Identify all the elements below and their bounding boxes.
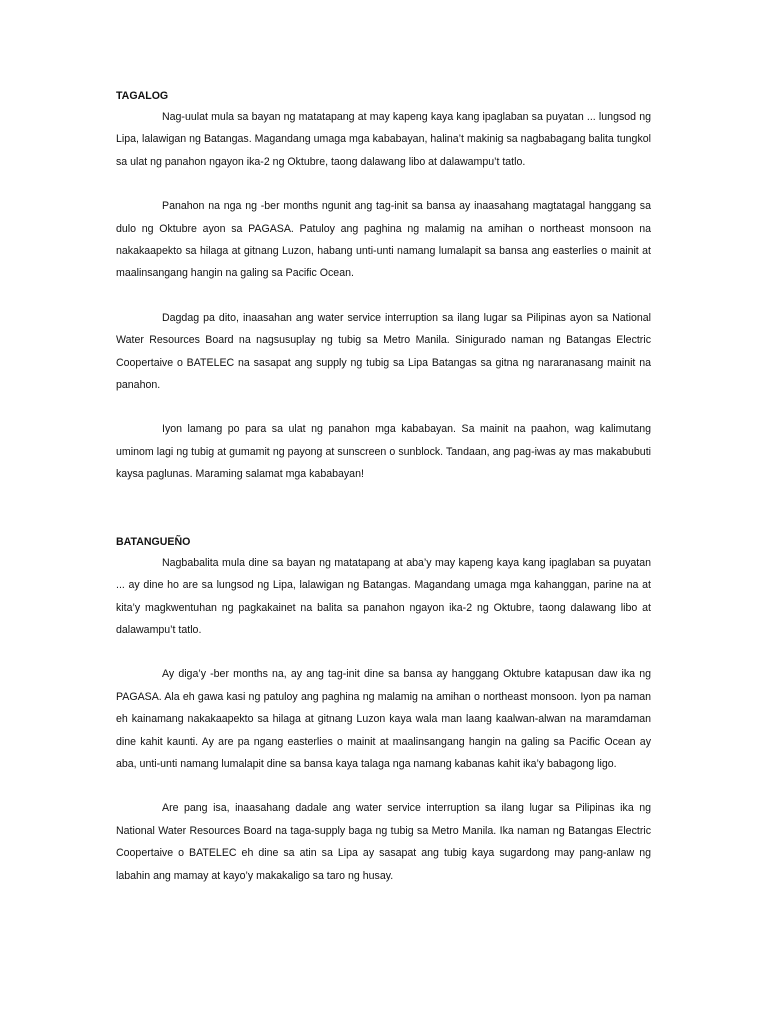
tagalog-paragraph-2: Panahon na nga ng -ber months ngunit ang tag-init sa bansa ay inaasahang magtatagal hanggang sa dulo ng Oktubre ayon sa PAGASA. Patuloy ang paghina ng malamig na amihan o northeast monsoon na nakakaapekto sa hilaga at gitnang Luzon, habang unti-unti namang lumalapit sa bansa ang easterlies o mainit at maalinsangang hangin na galing sa Pacific Ocean.: [116, 200, 651, 280]
section-batangueno: [116, 532, 651, 887]
tagalog-paragraph-1: Nag-uulat mula sa bayan ng matatapang at may kapeng kaya kang ipaglaban sa puyatan ... lungsod ng Lipa, lalawigan ng Batangas. Magandang umaga mga kababayan, halina’t makinig sa nagbabagang balita tungkol sa ulat ng panahon ngayon ika-2 ng Oktubre, taong dalawang libo at dalawampu’t tatlo.: [116, 111, 651, 168]
section-tagalog: [116, 86, 651, 486]
section-heading-batangueno: BATANGUEÑO: [116, 535, 191, 548]
tagalog-paragraph-3: Dagdag pa dito, inaasahan ang water service interruption sa ilang lugar sa Pilipinas ayon sa National Water Resources Board na nagsusuplay ng tubig sa Metro Manila. Sinigurado naman ng Batangas Electric Coopertaive o BATELEC na sasapat ang supply ng tubig sa Lipa Batangas sa gitna ng nararanasang mainit na panahon.: [116, 311, 651, 392]
document-page: [116, 86, 651, 887]
batangueno-paragraph-2: Ay diga’y -ber months na, ay ang tag-init dine sa bansa ay hanggang Oktubre katapusan daw ika ng PAGASA. Ala eh gawa kasi ng patuloy ang paghina ng malamig na amihan o northeast monsoon. Iyon pa naman eh kainamang nakakaapekto sa hilaga at gitnang Luzon kaya wala man laang kaalwan-alwan na maramdaman dine kahit kaunti. Ay are pa ngang easterlies o mainit at maalinsangang hangin na galing sa Pacific Ocean ay aba, unti-unti namang lumalapit dine sa bansa kaya talaga nga namang kabanas kahit ika’y babagong ligo.: [116, 668, 651, 770]
batangueno-paragraph-1: Nagbabalita mula dine sa bayan ng matatapang at aba’y may kapeng kaya kang ipaglaban sa puyatan ... ay dine ho are sa lungsod ng Lipa, lalawigan ng Batangas. Magandang umaga mga kahanggan, parine na at kita’y magkwentuhan ng pagkakainet na balita sa panahon ngayon ika-2 ng Oktubre, taong dalawang libo at dalawampu’t tatlo.: [116, 556, 651, 636]
batangueno-paragraph-3: Are pang isa, inaasahang dadale ang water service interruption sa ilang lugar sa Pilipinas ika ng National Water Resources Board na taga-supply baga ng tubig sa Metro Manila. Ika naman ng Batangas Electric Coopertaive o BATELEC eh dine sa atin sa Lipa ay sasapat ang tubig kaya sugardong may pang-anlaw ng labahin ang mamay at kayo’y makakaligo sa taro ng husay.: [116, 802, 651, 882]
tagalog-paragraph-4: Iyon lamang po para sa ulat ng panahon mga kababayan. Sa mainit na paahon, wag kalimutang uminom lagi ng tubig at gumamit ng payong at sunscreen o sunblock. Tandaan, ang pag-iwas ay mas makabubuti kaysa paglunas. Maraming salamat mga kababayan!: [116, 423, 651, 481]
section-heading-tagalog: TAGALOG: [116, 90, 169, 102]
